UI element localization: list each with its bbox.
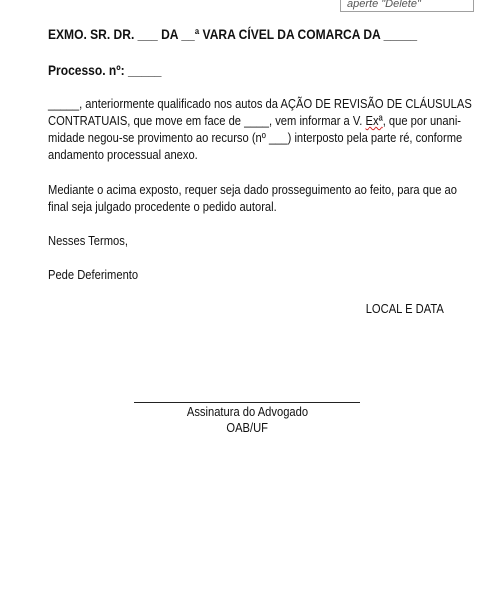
closing-nesses-termos (48, 232, 445, 249)
paragraph-notice-line-4: andamento processual anexo. (48, 147, 198, 162)
local-e-data-text: LOCAL E DATA (365, 301, 444, 316)
delete-hint-box (340, 0, 474, 12)
paragraph-request-line-1: Mediante o acima exposto, requer seja dado prosseguimento ao feito, para que ao (48, 182, 457, 197)
paragraph-notice (48, 95, 472, 163)
processo-number (48, 62, 180, 79)
signature-oab-text: OAB/UF (226, 420, 268, 435)
paragraph-request (48, 181, 457, 215)
paragraph-notice-line-2-end: , que por unani- (382, 113, 462, 128)
signature-block (134, 404, 360, 436)
pede-deferimento-text: Pede Deferimento (48, 267, 139, 282)
nesses-termos-text: Nesses Termos, (48, 233, 128, 248)
addressee-heading (48, 26, 477, 43)
processo-label: Processo. nº: _____ (48, 62, 162, 78)
paragraph-notice-line-2 (48, 112, 461, 129)
paragraph-request-line-2: final seja julgado procedente o pedido autoral. (48, 199, 277, 214)
signature-line (134, 402, 360, 403)
paragraph-notice-line-3: midade negou-se provimento ao recurso (nº ___) interposto pela parte ré, conforme (48, 130, 463, 145)
local-e-data (353, 300, 444, 317)
closing-pede-deferimento (48, 266, 445, 283)
paragraph-notice-line-2-start: CONTRATUAIS, que move em face de ____, vem informar a V. (48, 113, 366, 128)
addressee-text: EXMO. SR. DR. ___ DA __ª VARA CÍVEL DA COMARCA DA _____ (48, 26, 418, 42)
signature-name (134, 404, 360, 420)
signature-oab (134, 420, 360, 436)
delete-hint-text: aperte "Delete" (347, 0, 421, 10)
signature-name-text: Assinatura do Advogado (186, 404, 308, 419)
spellcheck-word-exa: Exª (365, 113, 383, 128)
paragraph-notice-line-1: _____, anteriormente qualificado nos autos da AÇÃO DE REVISÃO DE CLÁUSULAS (48, 96, 472, 111)
